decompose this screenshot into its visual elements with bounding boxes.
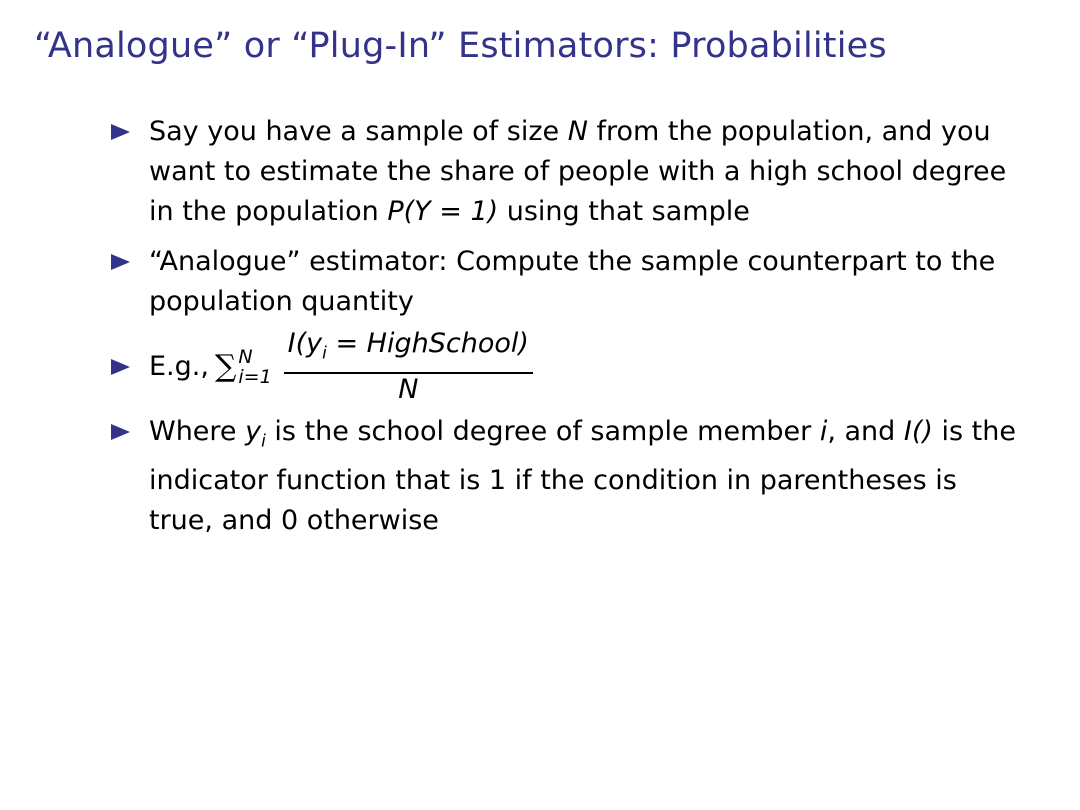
math-variable-y: y	[245, 416, 262, 447]
fraction-numerator	[284, 328, 533, 373]
numerator-text-rest: = HighSchool)	[326, 328, 529, 360]
bullet-text: is the indicator function that is 1 if the condition in parentheses is true, and 0 otherwise	[149, 416, 1016, 537]
bullet-triangle-icon	[111, 124, 130, 140]
bullet-item-sample	[107, 112, 1027, 232]
bullet-triangle-icon	[111, 424, 130, 440]
slide-title: “Analogue” or “Plug-In” Estimators: Probabilities	[34, 26, 887, 66]
sum-lower-limit: i=1	[238, 366, 272, 388]
summation-limits	[238, 347, 271, 387]
fraction	[284, 328, 533, 405]
bullet-text: from the population, and you want to estimate the share of people with a high school degree in the population	[149, 116, 1007, 227]
numerator-text: I(y	[287, 328, 323, 360]
bullet-item-indicator-function	[107, 412, 1027, 541]
bullet-triangle-icon	[111, 254, 130, 270]
math-variable-i: i	[819, 416, 828, 447]
sigma-symbol: ∑	[214, 349, 237, 384]
probability-expression: P(Y = 1)	[387, 196, 499, 227]
bullet-text: Say you have a sample of size	[149, 116, 568, 147]
bullet-item-example-formula	[107, 328, 1027, 405]
math-variable-n: N	[567, 116, 588, 147]
bullet-text: “Analogue” estimator: Compute the sample counterpart to the population quantity	[149, 246, 996, 317]
bullet-text: using that sample	[498, 196, 750, 227]
fraction-denominator: N	[398, 373, 419, 405]
sum-upper-limit: N	[238, 346, 253, 368]
indicator-function: I()	[903, 416, 933, 447]
example-prefix: E.g.,	[149, 351, 209, 382]
bullet-item-analogue	[107, 242, 1027, 322]
bullet-triangle-icon	[111, 359, 130, 375]
bullet-text: , and	[827, 416, 904, 447]
bullet-text: Where	[149, 416, 246, 447]
bullet-text: is the school degree of sample member	[265, 416, 820, 447]
math-variable-y-subscript: i	[261, 431, 266, 452]
bullet-list	[107, 112, 1027, 551]
summation	[215, 347, 272, 387]
numerator-subscript: i	[322, 343, 327, 364]
